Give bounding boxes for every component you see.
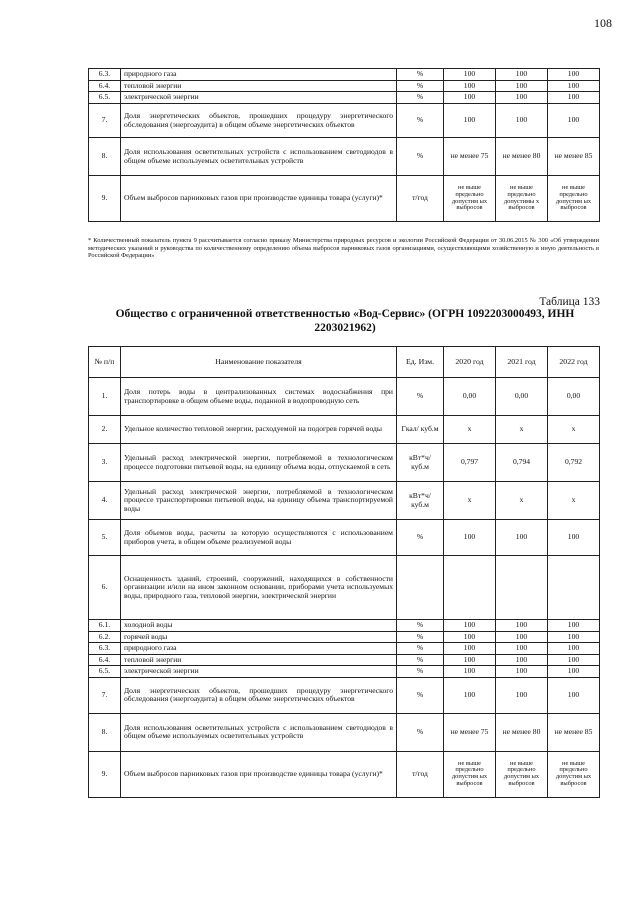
value-2020: 100 [444,520,496,556]
row-name: Доля использования осветительных устройств с использованием светодиодов в общем объеме используемых осветительных устройств [121,713,397,751]
value-2020: не менее 75 [444,713,496,751]
value-2021: 100 [496,677,548,713]
value-2021: не выше предельно допустимы х выбросов [496,176,548,222]
row-unit: кВт*ч/ куб.м [397,482,444,520]
row-unit: % [397,713,444,751]
value-2020: 100 [444,92,496,104]
table-row [89,80,600,92]
table-row [89,416,600,444]
row-unit: % [397,80,444,92]
row-name: тепловой энергии [121,80,397,92]
footnote: * Количественный показатель пункта 9 рассчитывается согласно приказу Министерства природных ресурсов и экологии Российской Федерации от 30.06.2015 № 300 «Об утверждении методических указаний и руководства по количественному определению объема выбросов парниковых газов организациями, осуществляющими хозяйственную и иную деятельность в Российской Федерации» [88,237,599,260]
row-name: Доля потерь воды в централизованных системах водоснабжения при транспортировке в общем объеме воды, поданной в водопроводную сеть [121,378,397,416]
row-unit: % [397,520,444,556]
value-2021: 0,00 [496,378,548,416]
table-number: Таблица 133 [539,296,600,308]
value-2022: 100 [548,677,600,713]
row-name: Удельный расход электрической энергии, потребляемой в технологическом процессе транспортировки питьевой воды, на единицу объема транспортируемой воды [121,482,397,520]
header-2021: 2021 год [496,347,548,378]
row-name: холодной воды [121,620,397,632]
row-number: 6.2. [89,631,121,643]
main-table [88,346,600,798]
table-row [89,69,600,81]
row-number: 6.5. [89,92,121,104]
row-unit: % [397,378,444,416]
value-2022: 100 [548,104,600,138]
header-name: Наименование показателя [121,347,397,378]
row-number: 6. [89,556,121,620]
row-unit: % [397,92,444,104]
table-row [89,713,600,751]
table-row [89,138,600,176]
value-2022: 100 [548,631,600,643]
value-2021: 100 [496,520,548,556]
value-2021: х [496,482,548,520]
value-2022: 100 [548,69,600,81]
table-row [89,104,600,138]
header-num: № п/п [89,347,121,378]
row-number: 6.5. [89,666,121,678]
table-row [89,482,600,520]
table-row [89,677,600,713]
value-2022: не менее 85 [548,713,600,751]
row-name: природного газа [121,69,397,81]
table-row [89,556,600,620]
value-2021 [496,556,548,620]
row-unit: кВт*ч/ куб.м [397,444,444,482]
table-row [89,176,600,222]
row-unit: % [397,631,444,643]
value-2021: 100 [496,92,548,104]
value-2020 [444,556,496,620]
row-name: природного газа [121,643,397,655]
row-number: 6.3. [89,643,121,655]
row-unit: т/год [397,751,444,797]
value-2021: не выше предельно допустим ых выбросов [496,751,548,797]
row-name: Объем выбросов парниковых газов при производстве единицы товара (услуги)* [121,176,397,222]
value-2021: 100 [496,104,548,138]
table-row [89,444,600,482]
row-name: тепловой энергии [121,654,397,666]
table-row [89,520,600,556]
page-number: 108 [594,16,612,30]
row-unit: % [397,677,444,713]
table-row [89,666,600,678]
value-2020: не выше предельно допустим ых выбросов [444,176,496,222]
value-2022: 0,792 [548,444,600,482]
row-name: Доля энергетических объектов, прошедших процедуру энергетического обследования (энергоаудита) в общем объеме энергетических объектов [121,104,397,138]
value-2021: 100 [496,80,548,92]
row-name: электрической энергии [121,666,397,678]
row-name: горячей воды [121,631,397,643]
row-number: 6.4. [89,654,121,666]
row-name: Доля энергетических объектов, прошедших процедуру энергетического обследования (энергоаудита) в общем объеме энергетических объектов [121,677,397,713]
row-number: 6.3. [89,69,121,81]
row-unit: % [397,666,444,678]
value-2020: 100 [444,677,496,713]
row-number: 3. [89,444,121,482]
row-name: Оснащенность зданий, строений, сооружений, находящихся в собственности организации и/или на ином законном основании, приборами учета используемых воды, природного газа, тепловой энергии, электрической энергии [121,556,397,620]
org-title: Общество с ограниченной ответственностью «Вод-Сервис» (ОГРН 1092203000493, ИНН 2203021962) [115,308,575,334]
row-name: Доля использования осветительных устройств с использованием светодиодов в общем объеме используемых осветительных устройств [121,138,397,176]
row-number: 7. [89,677,121,713]
header-2020: 2020 год [444,347,496,378]
row-number: 2. [89,416,121,444]
value-2020: 0,797 [444,444,496,482]
value-2021: 100 [496,654,548,666]
row-name: Удельный расход электрической энергии, потребляемой в технологическом процессе подготовки питьевой воды, на единицу объема воды, отпускаемой в сеть [121,444,397,482]
row-unit: % [397,654,444,666]
value-2021: 100 [496,643,548,655]
row-unit: Гкал/ куб.м [397,416,444,444]
value-2020: 100 [444,104,496,138]
value-2021: 0,794 [496,444,548,482]
value-2020: 100 [444,631,496,643]
value-2020: х [444,482,496,520]
row-number: 5. [89,520,121,556]
value-2022: 100 [548,92,600,104]
table-row [89,92,600,104]
header-2022: 2022 год [548,347,600,378]
value-2020: 100 [444,643,496,655]
value-2022: не менее 85 [548,138,600,176]
value-2020: 100 [444,80,496,92]
value-2021: 100 [496,620,548,632]
row-number: 6.1. [89,620,121,632]
row-unit: % [397,104,444,138]
table-row [89,378,600,416]
row-name: Объем выбросов парниковых газов при производстве единицы товара (услуги)* [121,751,397,797]
value-2020: не выше предельно допустим ых выбросов [444,751,496,797]
value-2021: 100 [496,69,548,81]
row-number: 7. [89,104,121,138]
row-number: 6.4. [89,80,121,92]
value-2020: 100 [444,69,496,81]
value-2022: 100 [548,643,600,655]
row-name: Удельное количество тепловой энергии, расходуемой на подогрев горячей воды [121,416,397,444]
header-unit: Ед. Изм. [397,347,444,378]
row-number: 8. [89,138,121,176]
value-2022 [548,556,600,620]
value-2020: не менее 75 [444,138,496,176]
table-row [89,620,600,632]
table-row [89,751,600,797]
row-unit: % [397,643,444,655]
row-name: электрической энергии [121,92,397,104]
row-unit: % [397,620,444,632]
row-number: 4. [89,482,121,520]
value-2022: 100 [548,654,600,666]
value-2020: х [444,416,496,444]
row-name: Доля объемов воды, расчеты за которую осуществляются с использованием приборов учета, в общем объеме реализуемой воды [121,520,397,556]
value-2022: 100 [548,520,600,556]
table-row [89,643,600,655]
table-row [89,654,600,666]
value-2022: х [548,482,600,520]
value-2020: 100 [444,620,496,632]
value-2022: не выше предельно допустим ых выбросов [548,176,600,222]
value-2022: х [548,416,600,444]
top-table [88,68,600,222]
row-number: 1. [89,378,121,416]
row-unit: % [397,138,444,176]
table-row [89,631,600,643]
value-2021: х [496,416,548,444]
value-2022: 100 [548,80,600,92]
value-2021: 100 [496,631,548,643]
value-2021: 100 [496,666,548,678]
value-2020: 100 [444,666,496,678]
row-number: 8. [89,713,121,751]
row-unit [397,556,444,620]
value-2020: 0,00 [444,378,496,416]
row-number: 9. [89,176,121,222]
row-unit: т/год [397,176,444,222]
value-2021: не менее 80 [496,138,548,176]
value-2022: не выше предельно допустим ых выбросов [548,751,600,797]
value-2021: не менее 80 [496,713,548,751]
table-header-row [89,347,600,378]
row-unit: % [397,69,444,81]
value-2020: 100 [444,654,496,666]
row-number: 9. [89,751,121,797]
value-2022: 0,00 [548,378,600,416]
value-2022: 100 [548,620,600,632]
value-2022: 100 [548,666,600,678]
